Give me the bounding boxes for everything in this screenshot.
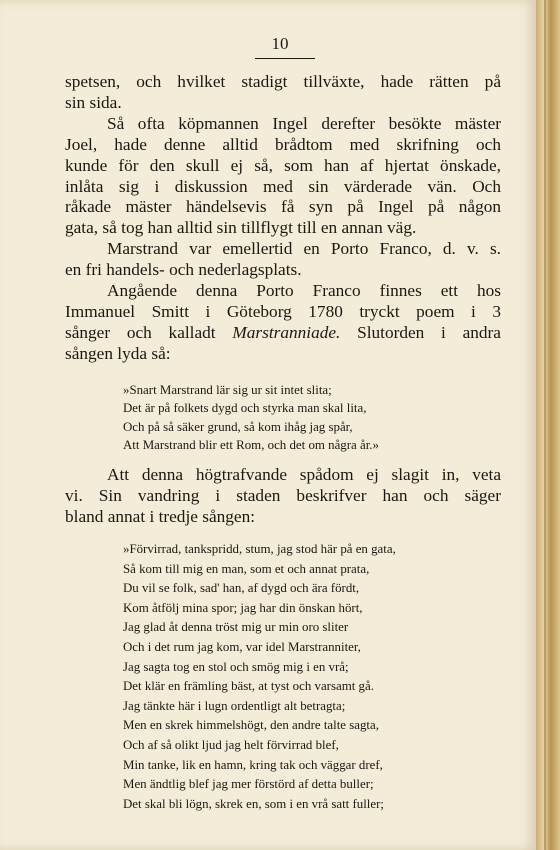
- paragraph-3: [65, 239, 501, 281]
- text-line: kunde för den skull ej så, som han af hjertat önskade,: [65, 155, 501, 175]
- text-line: vi. Sin vandring i staden beskrifver han och säger: [65, 485, 501, 505]
- text-line: Så ofta köpmannen Ingel derefter besökte mäster: [107, 113, 501, 133]
- text-line: gata, så tog han alltid sin tillflygt till en annan väg.: [65, 218, 417, 238]
- prose-block-1: [65, 72, 501, 365]
- page-edge-line: [544, 0, 546, 850]
- text-line: Angående denna Porto Franco finnes ett hos: [107, 281, 501, 301]
- poem-excerpt-2: [123, 540, 483, 814]
- page-number: 10: [271, 34, 289, 53]
- text-line: Immanuel Smitt i Göteborg 1780 tryckt poem i 3: [65, 301, 501, 321]
- verse-line: »Snart Marstrand lär sig ur sit intet slita;: [123, 383, 332, 397]
- text-line: sin sida.: [65, 92, 122, 112]
- verse-line: Men ändtlig blef jag mer förstörd af detta buller;: [123, 777, 374, 792]
- verse-line: Och af så olikt ljud jag helt förvirrad blef,: [123, 737, 339, 752]
- verse-line: Du vil se folk, sad' han, af dygd och ära fördt,: [123, 581, 360, 596]
- paragraph-2: [65, 114, 501, 239]
- verse-line: Jag sagta tog en stol och smög mig i en vrå;: [123, 659, 349, 674]
- poem-title: Marstranniade.: [232, 322, 341, 342]
- verse-line: Kom åtfölj mina spor; jag har din önskan hört,: [123, 600, 363, 615]
- verse-line: Det är på folkets dygd och styrka man skal lita,: [123, 401, 367, 416]
- verse-line: Och på så säker grund, så kom ihåg jag spår,: [123, 419, 353, 434]
- paragraph-1: [65, 72, 501, 114]
- verse-line: Jag glad åt denna tröst mig ur min oro sliter: [123, 620, 349, 635]
- text-segment: sånger och kalladt: [65, 322, 216, 342]
- poem-excerpt-1: [123, 381, 483, 454]
- paragraph-4: [65, 281, 501, 365]
- verse-line: »Förvirrad, tankspridd, stum, jag stod här på en gata,: [123, 542, 396, 556]
- verse-line: Min tanke, lik en hamn, kring tak och väggar dref,: [123, 757, 383, 772]
- verse-line: Det klär en främling bäst, at tyst och varsamt gå.: [123, 679, 374, 694]
- text-line: bland annat i tredje sången:: [65, 506, 256, 526]
- prose-block-2: [65, 465, 501, 528]
- text-line: sången lyda så:: [65, 343, 171, 363]
- verse-line: Och i det rum jag kom, var idel Marstranniter,: [123, 639, 361, 654]
- verse-line: Att Marstrand blir ett Rom, och det om några år.»: [123, 437, 379, 452]
- verse-line: Jag tänkte här i lugn ordentligt alt betragta;: [123, 698, 346, 713]
- text-line: spetsen, och hvilket stadigt tillväxte, hade rätten på: [65, 72, 501, 91]
- page-edge: [536, 0, 560, 850]
- verse-line: Så kom till mig en man, som et och annat prata,: [123, 561, 370, 576]
- text-line: Marstrand var emellertid en Porto Franco, d. v. s.: [107, 239, 501, 259]
- text-line: inlåta sig i diskussion med sin värderade vän. Och: [65, 176, 501, 196]
- text-line: Joel, hade denne alltid brådtom med skrifning och: [65, 134, 501, 154]
- page-number-rule: [255, 58, 315, 59]
- verse-line: Men en skrek himmelshögt, den andre talte sagta,: [123, 718, 379, 733]
- paragraph-5: [65, 465, 501, 528]
- text-segment: Slutorden i andra: [357, 322, 501, 342]
- text-line: Att denna högtrafvande spådom ej slagit in, veta: [107, 465, 501, 484]
- text-line: råkade mäster händelsevis få syn på Ingel på någon: [65, 197, 501, 217]
- text-line: en fri handels- och nederlagsplats.: [65, 260, 302, 280]
- text-line: [65, 323, 501, 344]
- verse-line: Det skal bli lögn, skrek en, som i en vrå satt fuller;: [123, 796, 384, 811]
